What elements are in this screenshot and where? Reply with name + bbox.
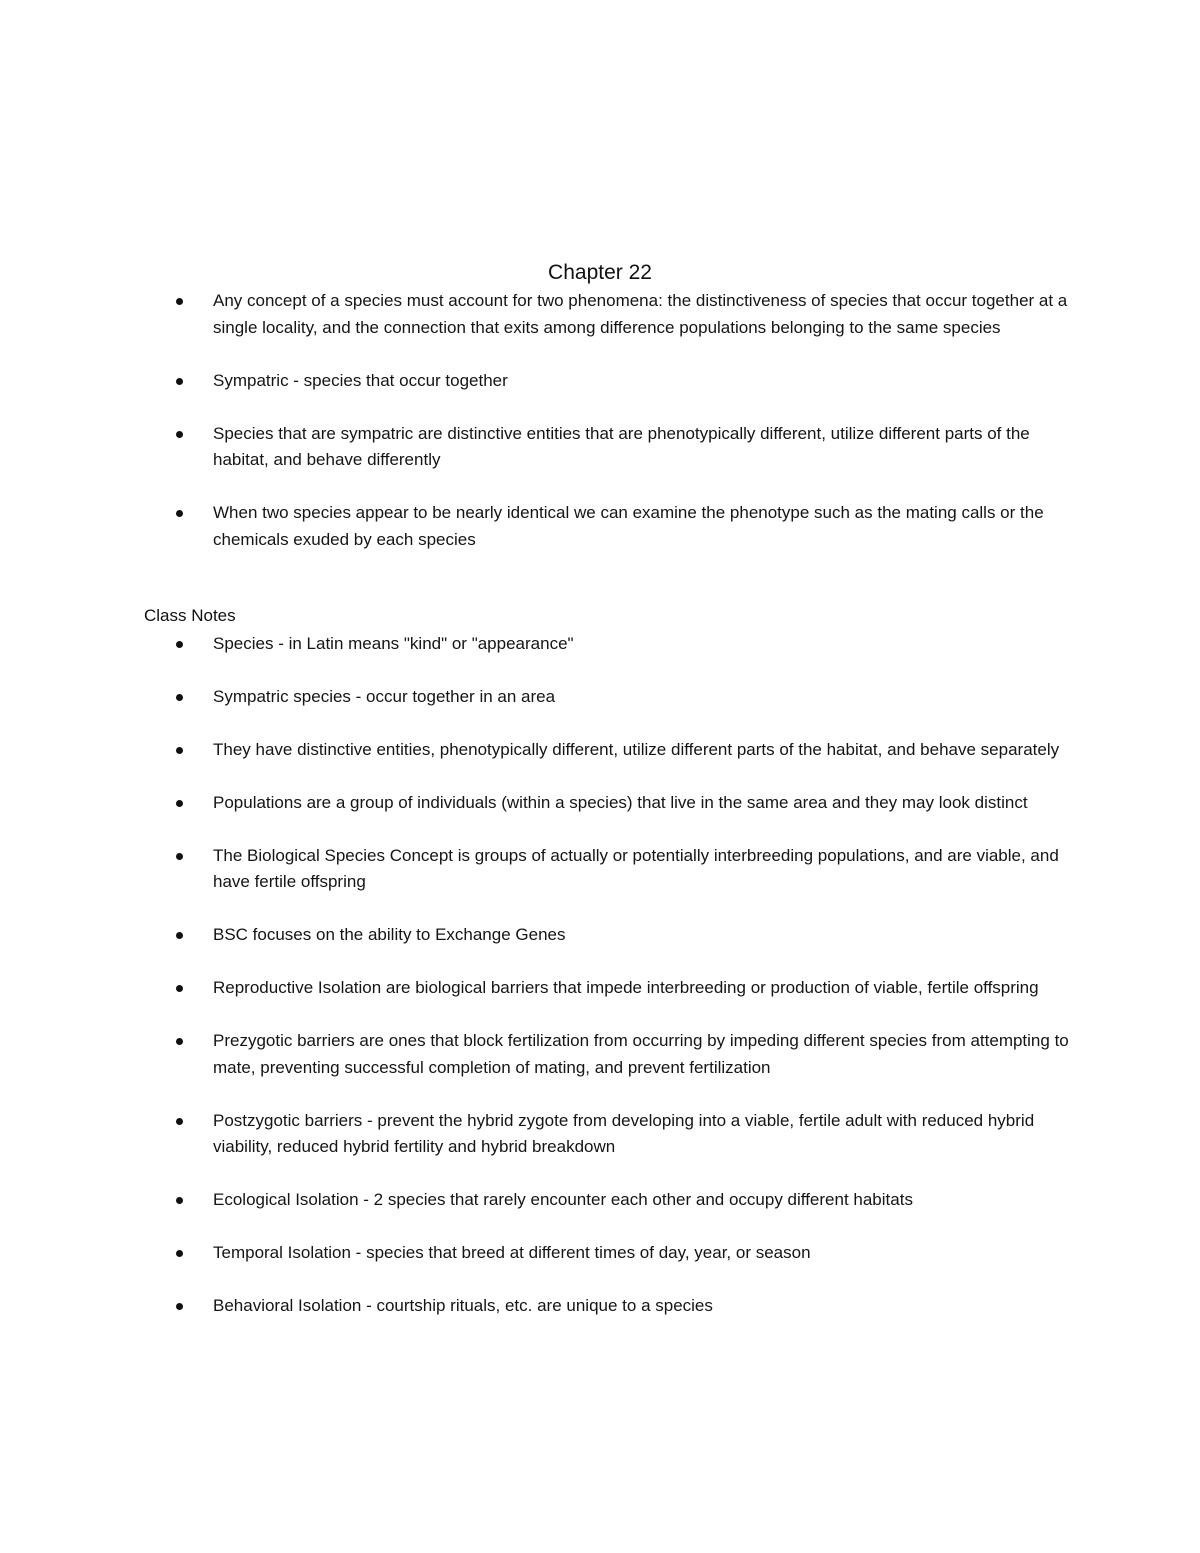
list-item (144, 1293, 1074, 1320)
list-item (144, 684, 1074, 711)
list-item (144, 421, 1074, 474)
list-item (144, 1187, 1074, 1214)
bullet-icon (176, 1250, 183, 1257)
list-item (144, 368, 1074, 395)
bullet-icon (176, 800, 183, 807)
list-item (144, 975, 1074, 1002)
bullet-text: BSC focuses on the ability to Exchange Genes (213, 925, 566, 944)
bullet-text: Ecological Isolation - 2 species that rarely encounter each other and occupy different habitats (213, 1190, 913, 1209)
list-item (144, 922, 1074, 949)
bullet-icon (176, 747, 183, 754)
list-item (144, 1028, 1074, 1081)
bullet-text: Species that are sympatric are distinctive entities that are phenotypically different, utilize different parts of the habitat, and behave differently (213, 423, 1030, 469)
bullet-text: Temporal Isolation - species that breed at different times of day, year, or season (213, 1243, 811, 1262)
bullet-text: Sympatric - species that occur together (213, 370, 508, 390)
bullet-icon (176, 853, 183, 860)
bullet-icon (176, 1197, 183, 1204)
bullet-text: Sympatric species - occur together in an area (213, 686, 556, 706)
bullet-icon (176, 1038, 183, 1045)
bullet-icon (176, 985, 183, 992)
list-item (144, 737, 1074, 764)
bullet-text: Any concept of a species must account for two phenomena: the distinctiveness of species that occur together at a single locality, and the connection that exits among difference populations belonging to the same species (213, 291, 1068, 337)
page-title: Chapter 22 (548, 261, 652, 284)
bullet-icon (176, 1303, 183, 1310)
list-item (144, 288, 1074, 341)
bullet-icon (176, 641, 183, 648)
bullet-icon (176, 431, 183, 438)
bullet-icon (176, 378, 183, 385)
list-item (144, 500, 1074, 553)
bullet-icon (176, 510, 183, 517)
list-item (144, 631, 1074, 658)
chapter-bullet-list (144, 288, 1074, 553)
chapter-section (144, 288, 1074, 580)
bullet-text: The Biological Species Concept is groups of actually or potentially interbreeding populations, and are viable, and have fertile offspring (213, 845, 1059, 891)
class-notes-heading: Class Notes (144, 606, 236, 625)
bullet-text: Populations are a group of individuals (within a species) that live in the same area and they may look distinct (213, 792, 1028, 812)
bullet-icon (176, 694, 183, 701)
bullet-text: When two species appear to be nearly identical we can examine the phenotype such as the mating calls or the chemicals exuded by each species (213, 503, 1044, 549)
bullet-icon (176, 298, 183, 305)
bullet-icon (176, 932, 183, 939)
list-item (144, 790, 1074, 817)
list-item (144, 1240, 1074, 1267)
list-item (144, 843, 1074, 896)
bullet-text: Behavioral Isolation - courtship rituals, etc. are unique to a species (213, 1296, 713, 1315)
bullet-text: They have distinctive entities, phenotypically different, utilize different parts of the habitat, and behave separately (213, 739, 1060, 759)
list-item (144, 1108, 1074, 1161)
bullet-text: Postzygotic barriers - prevent the hybrid zygote from developing into a viable, fertile adult with reduced hybrid viability, reduced hybrid fertility and hybrid breakdown (213, 1110, 1035, 1156)
bullet-text: Reproductive Isolation are biological barriers that impede interbreeding or production of viable, fertile offspring (213, 978, 1039, 997)
class-notes-bullet-list (144, 631, 1074, 1320)
bullet-icon (176, 1118, 183, 1125)
bullet-text: Species - in Latin means "kind" or "appearance" (213, 633, 574, 653)
class-notes-section (144, 603, 1074, 1346)
bullet-text: Prezygotic barriers are ones that block fertilization from occurring by impeding different species from attempting to mate, preventing successful completion of mating, and prevent fertilization (213, 1031, 1069, 1077)
